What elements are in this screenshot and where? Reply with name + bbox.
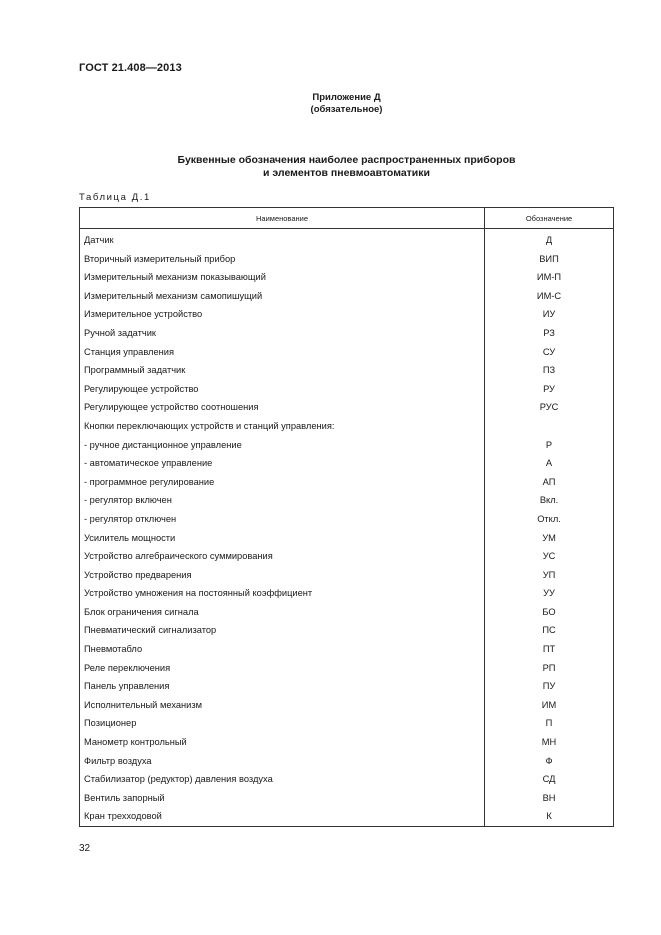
row-name-cell: Блок ограничения сигнала: [80, 603, 485, 622]
table-row: [80, 733, 614, 752]
row-name-cell: Исполнительный механизм: [80, 696, 485, 715]
row-symbol-cell: Откл.: [485, 510, 614, 529]
row-name-cell: - программное регулирование: [80, 473, 485, 492]
table-row: [80, 566, 614, 585]
table-row: [80, 789, 614, 808]
table-row: [80, 417, 614, 436]
row-symbol-cell: Р: [485, 436, 614, 455]
row-symbol-cell: АП: [485, 473, 614, 492]
table-row: [80, 529, 614, 548]
row-name-cell: - ручное дистанционное управление: [80, 436, 485, 455]
table-label: Таблица Д.1: [79, 192, 151, 203]
appendix-header: [0, 92, 661, 116]
row-name-cell: Регулирующее устройство: [80, 380, 485, 399]
row-name-cell: Ручной задатчик: [80, 324, 485, 343]
row-name-cell: Манометр контрольный: [80, 733, 485, 752]
row-name-cell: Пневматический сигнализатор: [80, 621, 485, 640]
table-row: [80, 547, 614, 566]
row-name-cell: - регулятор включен: [80, 491, 485, 510]
row-symbol-cell: ВИП: [485, 250, 614, 269]
row-name-cell: Вторичный измерительный прибор: [80, 250, 485, 269]
row-name-cell: - автоматическое управление: [80, 454, 485, 473]
row-symbol-cell: ПУ: [485, 677, 614, 696]
row-name-cell: Устройство предварения: [80, 566, 485, 585]
table-row: [80, 436, 614, 455]
row-symbol-cell: Вкл.: [485, 491, 614, 510]
table-row: [80, 677, 614, 696]
table-row: [80, 343, 614, 362]
row-symbol-cell: ИМ-П: [485, 268, 614, 287]
table-row: [80, 305, 614, 324]
table-row: [80, 380, 614, 399]
row-symbol-cell: МН: [485, 733, 614, 752]
table-row: [80, 584, 614, 603]
row-symbol-cell: УУ: [485, 584, 614, 603]
row-name-cell: Позиционер: [80, 714, 485, 733]
row-symbol-cell: СД: [485, 770, 614, 789]
table-row: [80, 491, 614, 510]
row-symbol-cell: УП: [485, 566, 614, 585]
row-name-cell: - регулятор отключен: [80, 510, 485, 529]
row-name-cell: Усилитель мощности: [80, 529, 485, 548]
section-heading-line-1: Буквенные обозначения наиболее распространенных приборов: [177, 154, 516, 166]
document-code: ГОСТ 21.408—2013: [79, 62, 182, 74]
table-header-row: [80, 208, 614, 229]
row-symbol-cell: Д: [485, 229, 614, 250]
row-symbol-cell: Ф: [485, 752, 614, 771]
column-header-symbol: Обозначение: [485, 208, 614, 229]
table-row: [80, 603, 614, 622]
row-symbol-cell: ИМ: [485, 696, 614, 715]
table-row: [80, 752, 614, 771]
table-row: [80, 510, 614, 529]
row-symbol-cell: РП: [485, 659, 614, 678]
row-name-cell: Измерительное устройство: [80, 305, 485, 324]
table-row: [80, 807, 614, 826]
table-row: [80, 324, 614, 343]
table-row: [80, 361, 614, 380]
row-symbol-cell: ВН: [485, 789, 614, 808]
row-name-cell: Стабилизатор (редуктор) давления воздуха: [80, 770, 485, 789]
row-name-cell: Кран трехходовой: [80, 807, 485, 826]
row-symbol-cell: ИУ: [485, 305, 614, 324]
table-row: [80, 398, 614, 417]
row-symbol-cell: ПТ: [485, 640, 614, 659]
designations-table: [79, 207, 614, 827]
row-symbol-cell: ПЗ: [485, 361, 614, 380]
row-name-cell: Кнопки переключающих устройств и станций управления:: [80, 417, 485, 436]
row-name-cell: Станция управления: [80, 343, 485, 362]
table-row: [80, 640, 614, 659]
row-symbol-cell: [485, 417, 614, 436]
table-row: [80, 287, 614, 306]
table-row: [80, 454, 614, 473]
row-symbol-cell: ИМ-С: [485, 287, 614, 306]
row-name-cell: Устройство алгебраического суммирования: [80, 547, 485, 566]
row-name-cell: Устройство умножения на постоянный коэффициент: [80, 584, 485, 603]
table-row: [80, 659, 614, 678]
row-name-cell: Реле переключения: [80, 659, 485, 678]
table-body: [80, 229, 614, 827]
row-symbol-cell: РУС: [485, 398, 614, 417]
table-row: [80, 714, 614, 733]
table-row: [80, 229, 614, 250]
appendix-status: (обязательное): [310, 104, 383, 115]
row-name-cell: Регулирующее устройство соотношения: [80, 398, 485, 417]
row-symbol-cell: РЗ: [485, 324, 614, 343]
table-row: [80, 770, 614, 789]
section-heading-line-2: и элементов пневмоавтоматики: [263, 167, 430, 179]
table-row: [80, 268, 614, 287]
section-heading: [0, 154, 661, 180]
row-name-cell: Фильтр воздуха: [80, 752, 485, 771]
appendix-title: Приложение Д: [312, 92, 381, 103]
column-header-name: Наименование: [80, 208, 485, 229]
row-symbol-cell: П: [485, 714, 614, 733]
row-name-cell: Вентиль запорный: [80, 789, 485, 808]
row-name-cell: Измерительный механизм самопишущий: [80, 287, 485, 306]
row-name-cell: Датчик: [80, 229, 485, 250]
row-symbol-cell: СУ: [485, 343, 614, 362]
table-row: [80, 696, 614, 715]
row-name-cell: Панель управления: [80, 677, 485, 696]
table-row: [80, 621, 614, 640]
row-symbol-cell: РУ: [485, 380, 614, 399]
row-name-cell: Измерительный механизм показывающий: [80, 268, 485, 287]
row-symbol-cell: УМ: [485, 529, 614, 548]
row-symbol-cell: А: [485, 454, 614, 473]
table-row: [80, 250, 614, 269]
row-symbol-cell: ПС: [485, 621, 614, 640]
row-name-cell: Программный задатчик: [80, 361, 485, 380]
table-row: [80, 473, 614, 492]
page-number: 32: [79, 843, 91, 854]
row-symbol-cell: УС: [485, 547, 614, 566]
row-symbol-cell: БО: [485, 603, 614, 622]
row-symbol-cell: К: [485, 807, 614, 826]
row-name-cell: Пневмотабло: [80, 640, 485, 659]
